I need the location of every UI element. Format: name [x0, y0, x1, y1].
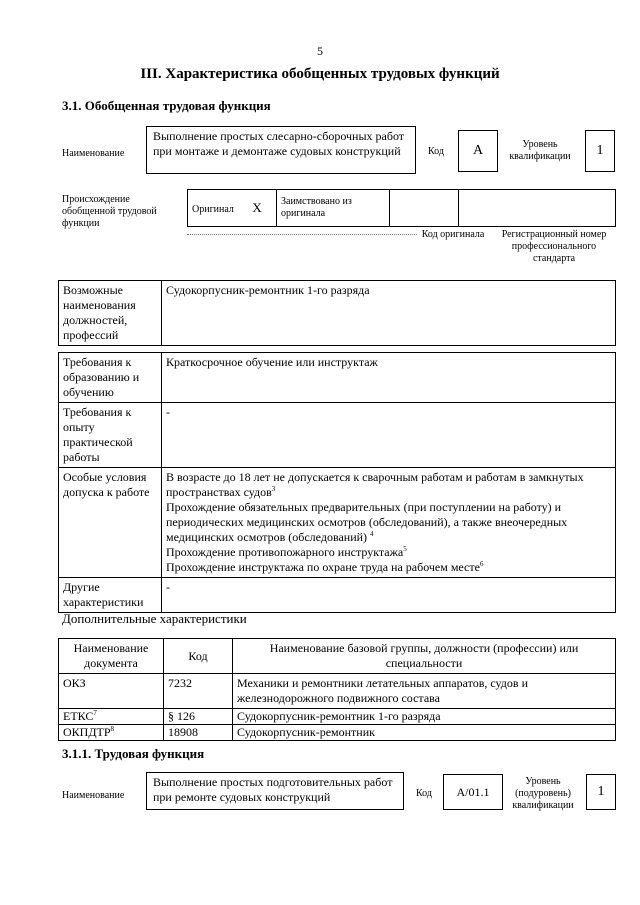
table-row: [59, 709, 616, 725]
positions-value: Судокорпусник-ремонтник 1-го разряда: [162, 281, 616, 346]
special-conditions: [162, 468, 616, 578]
special-line: В возрасте до 18 лет не допускается к сварочным работам и работам в замкнутых пространствах судов$^3$: [166, 470, 584, 499]
reg-number-label: Регистрационный номер профессионального стандарта: [501, 229, 607, 264]
origin-code-cell: [390, 190, 459, 227]
tf-code-value: А/01.1: [456, 785, 490, 799]
gtf-origin-label: Происхождение обобщенной трудовой функции: [62, 194, 157, 229]
education-value: Краткосрочное обучение или инструктаж: [162, 353, 616, 403]
header-code: Код: [164, 639, 233, 674]
gtf-heading: 3.1. Обобщенная трудовая функция: [62, 98, 271, 113]
experience-label: Требования к опыту практической работы: [59, 403, 162, 468]
row-code: 18908: [164, 725, 233, 741]
tf-name-box: [146, 772, 404, 810]
tf-heading: 3.1.1. Трудовая функция: [62, 746, 205, 761]
gtf-level-value: 1: [596, 143, 604, 158]
special-line: Прохождение обязательных предварительных (при поступлении на работу) и периодических медицинских осмотров (обследований), а также внеочередных медицинских осмотров (обследований) $^4$: [166, 500, 568, 544]
header-doc: Наименование документа: [59, 639, 164, 674]
tf-level-value: 1: [597, 784, 605, 799]
tf-level-box: [586, 774, 616, 810]
original-label: Оригинал: [192, 203, 234, 215]
table-row: [59, 725, 616, 741]
experience-value: -: [162, 403, 616, 468]
special-label: Особые условия допуска к работе: [59, 468, 162, 578]
tf-name-value: Выполнение простых подготовительных работ при ремонте судовых конструкций: [153, 775, 393, 804]
origin-table: [187, 189, 616, 227]
row-doc: ОКПДТР$^8$: [59, 725, 164, 741]
special-line: Прохождение инструктажа по охране труда на рабочем месте$^6$: [166, 560, 484, 574]
row-doc: ОКЗ: [59, 674, 164, 709]
row-code: § 126: [164, 709, 233, 725]
reg-number-cell: [459, 190, 616, 227]
row-name: Судокорпусник-ремонтник 1-го разряда: [233, 709, 616, 725]
origin-code-label: Код оригинала: [421, 229, 485, 240]
gtf-level-box: [585, 130, 615, 172]
header-name: Наименование базовой группы, должности (профессии) или специальности: [233, 639, 616, 674]
additional-table: [58, 638, 616, 741]
special-line: Прохождение противопожарного инструктажа$^5$: [166, 545, 407, 559]
other-label: Другие характеристики: [59, 578, 162, 613]
page-number: 5: [317, 44, 323, 58]
row-name: Механики и ремонтники летательных аппаратов, судов и железнодорожного подвижного состава: [233, 674, 616, 709]
gtf-code-box: [458, 130, 498, 172]
row-doc: ЕТКС$^7$: [59, 709, 164, 725]
row-code: 7232: [164, 674, 233, 709]
tf-level-label: Уровень (подуровень) квалификации: [512, 776, 574, 811]
row-name: Судокорпусник-ремонтник: [233, 725, 616, 741]
positions-table: [58, 280, 616, 346]
gtf-code-label: Код: [428, 146, 444, 157]
additional-title: Дополнительные характеристики: [62, 611, 247, 626]
section-title: III. Характеристика обобщенных трудовых функций: [140, 66, 500, 82]
tf-name-label: Наименование: [62, 790, 125, 801]
positions-label: Возможные наименования должностей, профессий: [59, 281, 162, 346]
tf-code-label: Код: [416, 788, 432, 799]
tf-code-box: [443, 774, 503, 810]
table-row: [59, 674, 616, 709]
gtf-name-label: Наименование: [62, 148, 125, 159]
borrowed-label: Заимствовано из оригинала: [281, 196, 352, 219]
original-mark: Х: [252, 199, 262, 215]
other-value: -: [162, 578, 616, 613]
gtf-name-value: Выполнение простых слесарно-сборочных работ при монтаже и демонтаже судовых конструкций: [153, 129, 405, 158]
gtf-name-box: [146, 126, 416, 174]
education-label: Требования к образованию и обучению: [59, 353, 162, 403]
gtf-code-value: А: [472, 143, 484, 158]
gtf-level-label: Уровень квалификации: [509, 139, 571, 162]
requirements-table: [58, 352, 616, 613]
